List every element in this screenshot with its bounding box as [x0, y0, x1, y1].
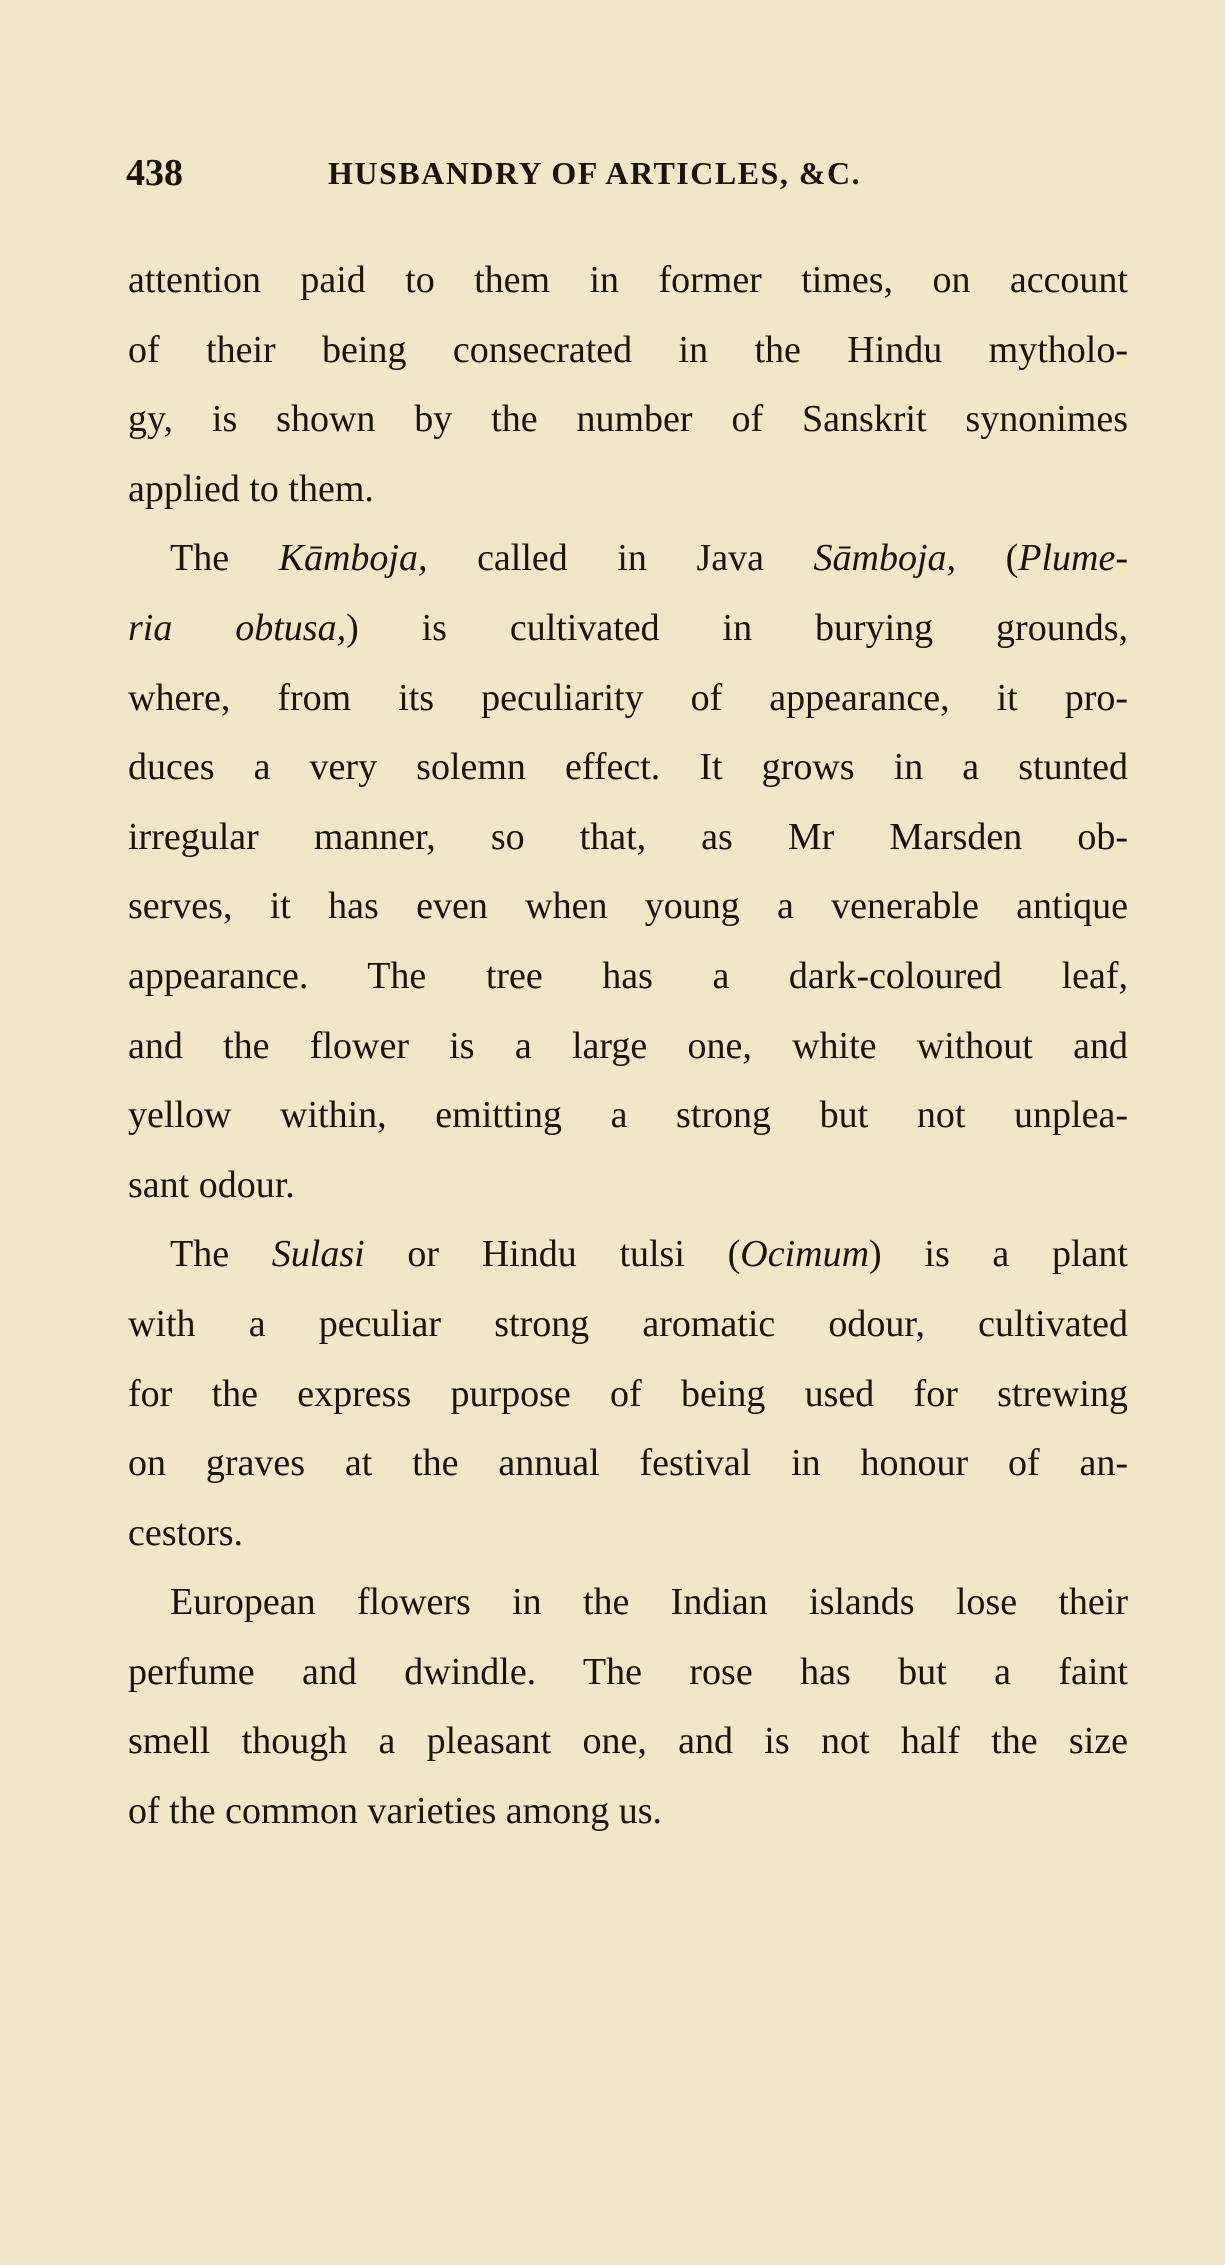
text-line: applied to them.	[128, 467, 374, 510]
text-line: sant odour.	[128, 1163, 295, 1206]
text-line: The Kāmboja, called in Java Sāmboja, (Plume-	[170, 537, 1128, 580]
running-head: HUSBANDRY OF ARTICLES, &C.	[328, 155, 862, 191]
text-line: duces a very solemn effect. It grows in a stunted	[128, 746, 1128, 789]
page-header	[126, 148, 1126, 198]
text-line: with a peculiar strong aromatic odour, cultivated	[128, 1302, 1128, 1345]
italic-term: ria obtusa,	[128, 606, 347, 649]
text-line: serves, it has even when young a venerable antique	[128, 885, 1128, 928]
paragraph-3	[128, 1220, 1128, 1568]
italic-term: Ocimum	[740, 1233, 870, 1276]
text-line: where, from its peculiarity of appearance, it pro-	[128, 676, 1128, 719]
text-line: attention paid to them in former times, on account	[128, 259, 1128, 301]
text-line: of the common varieties among us.	[128, 1790, 662, 1833]
text-line: for the express purpose of being used for strewing	[128, 1372, 1128, 1415]
paragraph-4	[128, 1568, 1128, 1846]
text-line: gy, is shown by the number of Sanskrit synonimes	[128, 398, 1128, 441]
text-line: cestors.	[128, 1511, 244, 1554]
italic-term: Plume-	[1018, 537, 1128, 580]
text-line: of their being consecrated in the Hindu mytholo-	[128, 328, 1128, 371]
italic-term: Sulasi	[271, 1233, 365, 1276]
page-number: 438	[126, 152, 183, 194]
italic-term: Kāmboja,	[278, 537, 428, 580]
text-line: The Sulasi or Hindu tulsi (Ocimum) is a plant	[170, 1233, 1128, 1276]
text-line: and the flower is a large one, white without and	[128, 1024, 1128, 1067]
text-line: ria obtusa,) is cultivated in burying grounds,	[128, 606, 1128, 649]
text-line: appearance. The tree has a dark-coloured leaf,	[128, 954, 1128, 997]
text-line: on graves at the annual festival in honour of an-	[128, 1442, 1128, 1485]
paragraph-1	[128, 246, 1128, 524]
body-text	[128, 246, 1128, 1847]
text-line: perfume and dwindle. The rose has but a faint	[128, 1650, 1128, 1693]
text-line: irregular manner, so that, as Mr Marsden ob-	[128, 815, 1128, 858]
text-line: yellow within, emitting a strong but not unplea-	[128, 1094, 1128, 1137]
text-line: smell though a pleasant one, and is not half the size	[128, 1720, 1128, 1763]
text-line: European flowers in the Indian islands lose their	[170, 1581, 1128, 1624]
paragraph-2	[128, 524, 1128, 1220]
italic-term: Sāmboja,	[813, 537, 957, 580]
